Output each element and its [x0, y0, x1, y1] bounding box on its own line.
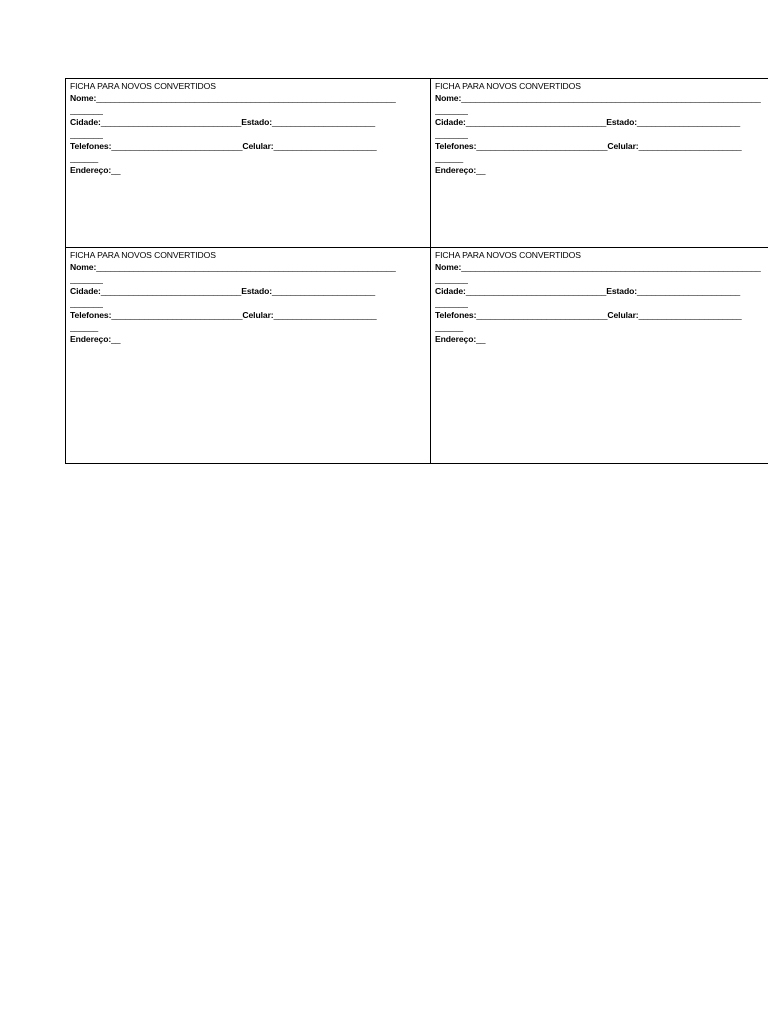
estado-blank: ______________________: [637, 117, 740, 127]
nome-label: Nome:: [435, 262, 462, 272]
endereco-row: [70, 164, 426, 176]
estado-label: Estado:: [241, 286, 273, 296]
telefones-blank: ____________________________: [476, 141, 608, 151]
cidade-blank: ______________________________: [100, 117, 242, 127]
cidade-continuation: _______: [435, 298, 468, 308]
form-card: [66, 248, 431, 464]
nome-blank: ________________________________________________________________: [461, 262, 761, 272]
nome-row: [70, 92, 426, 104]
cidade-label: Cidade:: [435, 286, 466, 296]
celular-blank: ______________________: [638, 141, 742, 151]
telefones-continuation: ______: [70, 153, 99, 163]
endereco-label: Endereço:: [435, 165, 477, 175]
celular-label: Celular:: [242, 310, 274, 320]
forms-grid: [65, 78, 768, 464]
telefones-label: Telefones:: [435, 141, 477, 151]
form-card: [431, 79, 768, 248]
nome-label: Nome:: [435, 93, 462, 103]
nome-continuation: _______: [70, 274, 103, 284]
cidade-continuation: _______: [435, 129, 468, 139]
cidade-label: Cidade:: [70, 286, 101, 296]
endereco-label: Endereço:: [435, 334, 477, 344]
cidade-row: [435, 116, 765, 128]
cidade-row: [435, 285, 765, 297]
endereco-blank: __: [476, 334, 486, 344]
cidade-label: Cidade:: [70, 117, 101, 127]
nome-label: Nome:: [70, 93, 97, 103]
estado-blank: ______________________: [272, 286, 375, 296]
cidade-blank: ______________________________: [465, 117, 607, 127]
form-title: FICHA PARA NOVOS CONVERTIDOS: [435, 81, 581, 91]
telefones-row: [70, 309, 426, 321]
nome-row: [70, 261, 426, 273]
estado-label: Estado:: [606, 286, 638, 296]
nome-row: [435, 92, 765, 104]
cidade-continuation: _______: [70, 298, 103, 308]
endereco-label: Endereço:: [70, 334, 112, 344]
nome-continuation: _______: [70, 105, 103, 115]
endereco-row: [435, 333, 765, 345]
telefones-continuation: ______: [70, 322, 99, 332]
nome-blank: ________________________________________________________________: [96, 93, 396, 103]
celular-label: Celular:: [242, 141, 274, 151]
telefones-row: [435, 140, 765, 152]
endereco-blank: __: [476, 165, 486, 175]
nome-blank: ________________________________________________________________: [461, 93, 761, 103]
celular-blank: ______________________: [273, 310, 377, 320]
celular-blank: ______________________: [638, 310, 742, 320]
endereco-blank: __: [111, 334, 121, 344]
nome-continuation: _______: [435, 105, 468, 115]
telefones-continuation: ______: [435, 322, 464, 332]
cidade-continuation: _______: [70, 129, 103, 139]
telefones-row: [435, 309, 765, 321]
telefones-blank: ____________________________: [476, 310, 608, 320]
celular-label: Celular:: [607, 310, 639, 320]
telefones-blank: ____________________________: [111, 141, 243, 151]
nome-blank: ________________________________________________________________: [96, 262, 396, 272]
nome-label: Nome:: [70, 262, 97, 272]
cidade-label: Cidade:: [435, 117, 466, 127]
nome-row: [435, 261, 765, 273]
telefones-label: Telefones:: [70, 310, 112, 320]
endereco-row: [435, 164, 765, 176]
cidade-blank: ______________________________: [465, 286, 607, 296]
telefones-row: [70, 140, 426, 152]
endereco-label: Endereço:: [70, 165, 112, 175]
estado-label: Estado:: [241, 117, 273, 127]
form-card: [66, 79, 431, 248]
form-card: [431, 248, 768, 464]
celular-label: Celular:: [607, 141, 639, 151]
form-title: FICHA PARA NOVOS CONVERTIDOS: [435, 250, 581, 260]
form-title: FICHA PARA NOVOS CONVERTIDOS: [70, 250, 216, 260]
telefones-continuation: ______: [435, 153, 464, 163]
nome-continuation: _______: [435, 274, 468, 284]
celular-blank: ______________________: [273, 141, 377, 151]
cidade-row: [70, 285, 426, 297]
estado-blank: ______________________: [637, 286, 740, 296]
form-title: FICHA PARA NOVOS CONVERTIDOS: [70, 81, 216, 91]
estado-blank: ______________________: [272, 117, 375, 127]
cidade-row: [70, 116, 426, 128]
telefones-label: Telefones:: [435, 310, 477, 320]
endereco-row: [70, 333, 426, 345]
telefones-blank: ____________________________: [111, 310, 243, 320]
estado-label: Estado:: [606, 117, 638, 127]
endereco-blank: __: [111, 165, 121, 175]
cidade-blank: ______________________________: [100, 286, 242, 296]
telefones-label: Telefones:: [70, 141, 112, 151]
